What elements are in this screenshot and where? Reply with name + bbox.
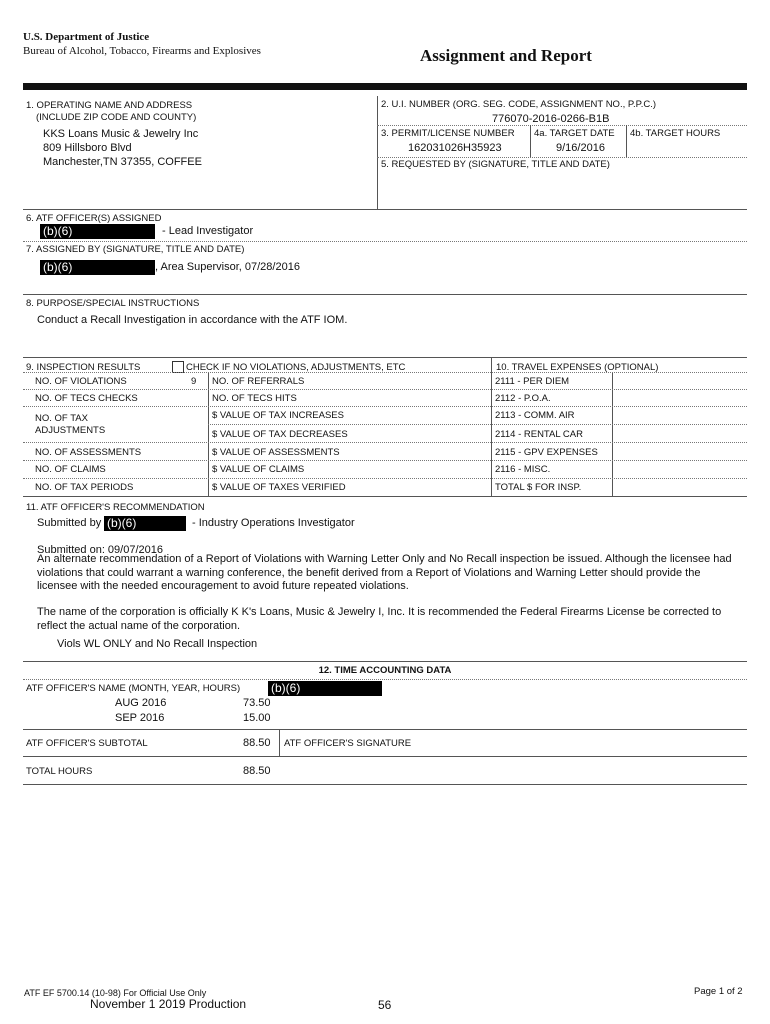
redacted-officer-name: (b)(6) xyxy=(40,224,155,239)
ui-number: 776070-2016-0266-B1B xyxy=(492,113,610,125)
officer-signature-label: ATF OFFICER'S SIGNATURE xyxy=(284,738,412,749)
purpose-label: 8. PURPOSE/SPECIAL INSTRUCTIONS xyxy=(26,298,200,309)
officer-name-label: ATF OFFICER'S NAME (MONTH, YEAR, HOURS) xyxy=(26,683,241,694)
tecs-hits-label: NO. OF TECS HITS xyxy=(212,393,297,404)
time-hours: 15.00 xyxy=(243,712,271,724)
subtotal-value: 88.50 xyxy=(243,737,271,749)
target-hours-label: 4b. TARGET HOURS xyxy=(630,128,721,139)
subtotal-label: ATF OFFICER'S SUBTOTAL xyxy=(26,738,148,749)
permit-number: 162031026H35923 xyxy=(408,142,502,154)
time-hours: 73.50 xyxy=(243,697,271,709)
target-date-label: 4a. TARGET DATE xyxy=(534,128,615,139)
requested-by-label: 5. REQUESTED BY (SIGNATURE, TITLE AND DATE) xyxy=(381,159,610,170)
inspection-results-label: 9. INSPECTION RESULTS xyxy=(26,362,141,373)
header-rule xyxy=(23,83,747,90)
claims-label: NO. OF CLAIMS xyxy=(35,464,106,475)
submitted-by-label: Submitted by xyxy=(37,517,102,529)
tax-periods-label: NO. OF TAX PERIODS xyxy=(35,482,134,493)
no-violations-label: CHECK IF NO VIOLATIONS, ADJUSTMENTS, ETC xyxy=(186,362,406,373)
recommendation-summary: Viols WL ONLY and No Recall Inspection xyxy=(57,638,258,650)
travel-item: 2114 - RENTAL CAR xyxy=(495,429,583,440)
department-name: U.S. Department of Justice xyxy=(23,31,150,43)
target-date: 9/16/2016 xyxy=(556,142,605,154)
value-claims-label: $ VALUE OF CLAIMS xyxy=(212,464,305,475)
redacted-supervisor-name: (b)(6) xyxy=(40,260,155,275)
operating-name-label-2: (INCLUDE ZIP CODE AND COUNTY) xyxy=(36,112,197,123)
recommendation-paragraph-1: An alternate recommendation of a Report of Violations with Warning Letter Only and No Recall inspection be issued. Although the licensee had violations that could warrant a warning conference, the benefit derived from a Report of Violations and Warning Letter should provide the licensee with the needed encouragement to avoid future repeated violations. xyxy=(37,553,732,592)
tecs-checks-label: NO. OF TECS CHECKS xyxy=(35,393,138,404)
officers-assigned-label: 6. ATF OFFICER(S) ASSIGNED xyxy=(26,213,162,224)
referrals-label: NO. OF REFERRALS xyxy=(212,376,305,387)
production-stamp: November 1 2019 Production xyxy=(90,997,247,1011)
total-hours-label: TOTAL HOURS xyxy=(26,766,93,777)
city-state-zip: Manchester,TN 37355, COFFEE xyxy=(43,156,202,168)
travel-item: 2111 - PER DIEM xyxy=(495,376,570,387)
value-taxes-verified-label: $ VALUE OF TAXES VERIFIED xyxy=(212,482,346,493)
tax-increases-label: $ VALUE OF TAX INCREASES xyxy=(212,410,344,421)
travel-item: 2116 - MISC. xyxy=(495,464,551,475)
redacted-investigator-name: (b)(6) xyxy=(104,516,186,531)
page-indicator: Page 1 of 2 xyxy=(694,986,743,997)
violations-label: NO. OF VIOLATIONS xyxy=(35,376,127,387)
travel-item: 2115 - GPV EXPENSES xyxy=(495,447,598,458)
time-month: AUG 2016 xyxy=(115,697,167,709)
recommendation-label: 11. ATF OFFICER'S RECOMMENDATION xyxy=(26,502,205,513)
section-divider xyxy=(377,96,378,210)
assigned-by-label: 7. ASSIGNED BY (SIGNATURE, TITLE AND DATE) xyxy=(26,244,245,255)
time-accounting-title: 12. TIME ACCOUNTING DATA xyxy=(318,665,452,676)
tax-adjustments-label-2: ADJUSTMENTS xyxy=(35,425,106,436)
tax-adjustments-label-1: NO. OF TAX xyxy=(35,413,88,424)
assigned-by-value: , Area Supervisor, 07/28/2016 xyxy=(155,261,300,273)
form-number: ATF EF 5700.14 (10-98) For Official Use Only xyxy=(24,988,207,998)
travel-expenses-label: 10. TRAVEL EXPENSES (OPTIONAL) xyxy=(496,362,659,373)
permit-number-label: 3. PERMIT/LICENSE NUMBER xyxy=(381,128,515,139)
operating-name-label: 1. OPERATING NAME AND ADDRESS xyxy=(26,100,193,111)
street-address: 809 Hillsboro Blvd xyxy=(43,142,132,154)
violations-count: 9 xyxy=(191,376,197,387)
purpose-text: Conduct a Recall Investigation in accordance with the ATF IOM. xyxy=(37,314,348,326)
travel-item: 2112 - P.O.A. xyxy=(495,393,551,404)
assessments-label: NO. OF ASSESSMENTS xyxy=(35,447,142,458)
value-assessments-label: $ VALUE OF ASSESSMENTS xyxy=(212,447,340,458)
form-title: Assignment and Report xyxy=(420,46,592,65)
recommendation-paragraph-2: The name of the corporation is officially K K's Loans, Music & Jewelry I, Inc. It is recommended the Federal Firearms License be corrected to reflect the actual name of the corporation. xyxy=(37,606,722,632)
ui-number-label: 2. U.I. NUMBER (ORG. SEG. CODE, ASSIGNMENT NO., P.P.C.) xyxy=(381,99,657,110)
investigator-role: - Industry Operations Investigator xyxy=(192,517,355,529)
page-bates-number: 56 xyxy=(378,998,392,1012)
redacted-time-officer-name: (b)(6) xyxy=(268,681,382,696)
total-hours-value: 88.50 xyxy=(243,765,271,777)
operating-name: KKS Loans Music & Jewelry Inc xyxy=(43,128,199,140)
travel-total-label: TOTAL $ FOR INSP. xyxy=(495,482,582,493)
bureau-name: Bureau of Alcohol, Tobacco, Firearms and Explosives xyxy=(23,45,261,57)
tax-decreases-label: $ VALUE OF TAX DECREASES xyxy=(212,429,348,440)
submitted-on: Submitted on: 09/07/2016 xyxy=(37,544,163,556)
travel-item: 2113 - COMM. AIR xyxy=(495,410,575,421)
time-month: SEP 2016 xyxy=(115,712,165,724)
lead-investigator-role: - Lead Investigator xyxy=(162,225,254,237)
